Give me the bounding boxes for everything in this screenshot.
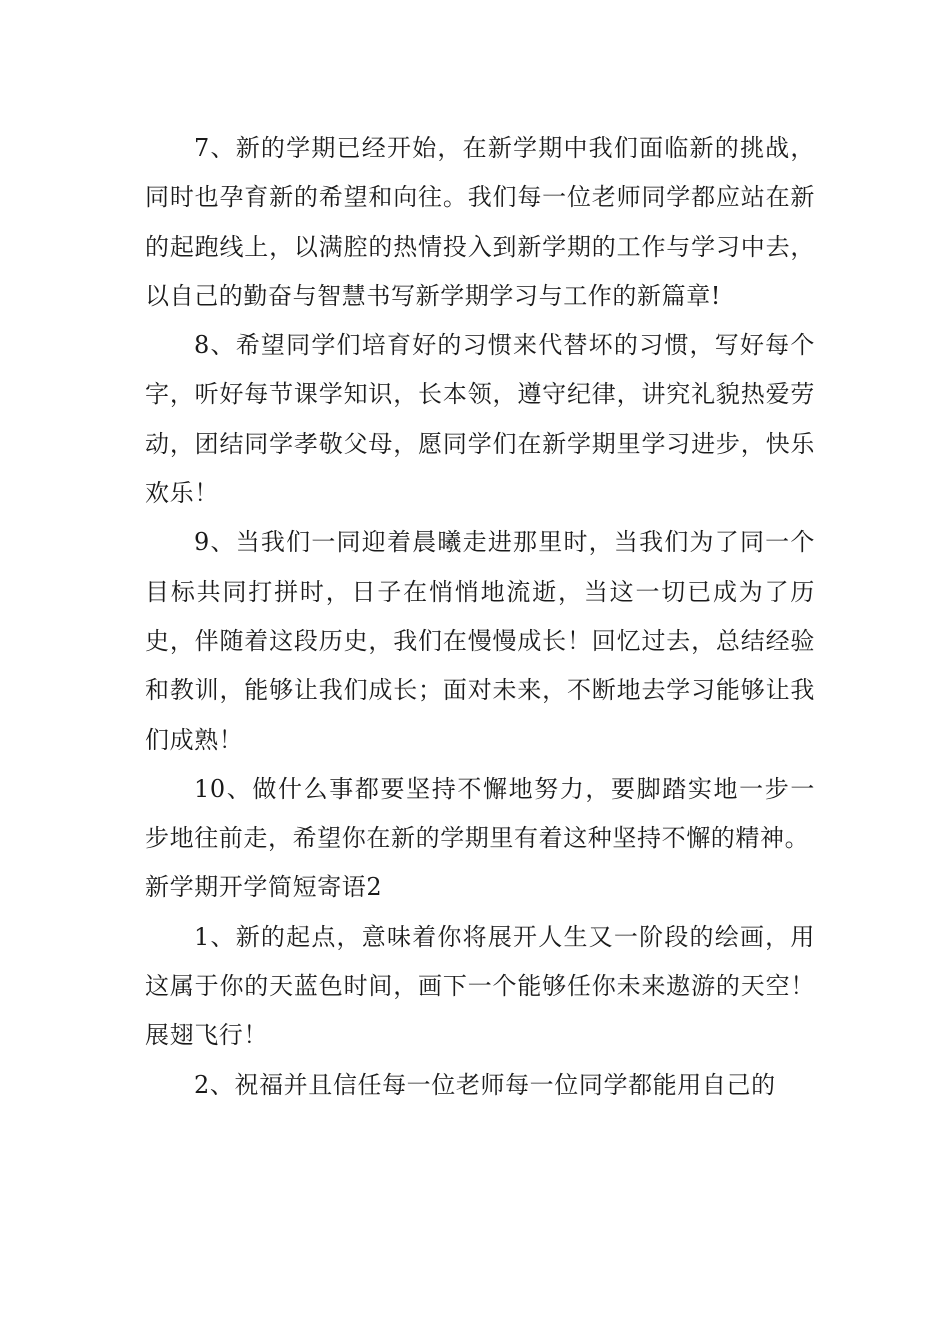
section-heading: 新学期开学简短寄语2: [145, 873, 383, 902]
paragraph-9: 9、当我们一同迎着晨曦走进那里时，当我们为了同一个目标共同打拼时，日子在悄悄地流逝，当这一切已成为了历史，伴随着这段历史，我们在慢慢成长！回忆过去，总结经验和教训，能够让我们成长；面对未来，不断地去学习能够让我们成熟！: [145, 528, 815, 754]
section2-paragraph-2: 2、祝福并且信任每一位老师每一位同学都能用自己的: [194, 1070, 776, 1099]
paragraph-10: 10、做什么事都要坚持不懈地努力，要脚踏实地一步一步地往前走，希望你在新的学期里有着这种坚持不懈的精神。: [145, 774, 815, 853]
paragraph-7: 7、新的学期已经开始，在新学期中我们面临新的挑战，同时也孕育新的希望和向往。我们每一位老师同学都应站在新的起跑线上，以满腔的热情投入到新学期的工作与学习中去，以自己的勤奋与智慧书写新学期学习与工作的新篇章!: [145, 134, 815, 310]
document-body: [145, 124, 815, 1110]
section2-paragraph-1: 1、新的起点，意味着你将展开人生又一阶段的绘画，用这属于你的天蓝色时间，画下一个能够任你未来遨游的天空！展翅飞行！: [145, 922, 815, 1050]
paragraph-8: 8、希望同学们培育好的习惯来代替坏的习惯，写好每个字，听好每节课学知识，长本领，遵守纪律，讲究礼貌热爱劳动，团结同学孝敬父母，愿同学们在新学期里学习进步，快乐欢乐！: [145, 331, 815, 508]
